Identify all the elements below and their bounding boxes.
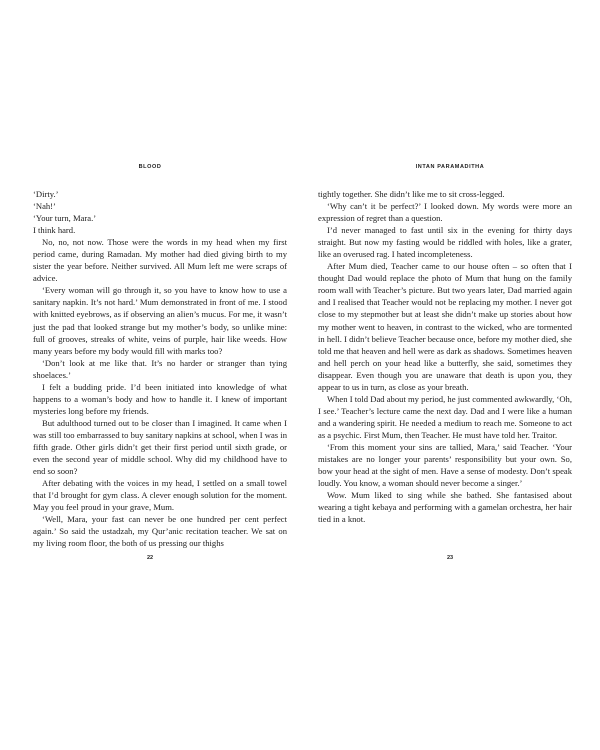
paragraph: ‘Nah!’: [33, 201, 56, 212]
paragraph: I’d never managed to fast until six in the evening for thirty days straight. But now my fasting would be riddled with holes, like a grater, like an overused rag. I hated incompleteness.: [318, 225, 572, 260]
paragraph: No, no, not now. Those were the words in my head when my first period came, during Ramadan. My mother had died giving birth to my sister the year before. Neither survived. All Mum left me were scraps of advice.: [33, 237, 287, 284]
paragraph: ‘Dirty.’: [33, 189, 59, 199]
running-head-left: BLOOD: [138, 164, 162, 170]
paragraph: ‘From this moment your sins are tallied, Mara,’ said Teacher. ‘Your mistakes are no longer your parents’ responsibility but your own. So, bow your head at the sight of men. Have a sense of modesty. Don’t speak loudly. You know, a woman should never become a singer.’: [318, 441, 572, 489]
page-number-left: 22: [146, 555, 154, 561]
paragraph: ‘Don’t look at me like that. It’s no harder or stranger than tying shoelaces.’: [33, 357, 287, 380]
paragraph: When I told Dad about my period, he just commented awkwardly, ‘Oh, I see.’ Teacher’s lecture came the next day. Dad and I were like a human and a wandering spirit. He needed a medium to reach me. Someone to act as a psychic. First Mum, then Teacher. He must have told her. Traitor.: [318, 393, 572, 440]
paragraph: After debating with the voices in my head, I settled on a small towel that I’d brought for gym class. A clever enough solution for the moment. May you feel proud in your grave, Mum.: [33, 478, 287, 513]
paragraph: tightly together. She didn’t like me to sit cross-legged.: [318, 189, 505, 199]
paragraph: I think hard.: [33, 225, 76, 236]
paragraph: After Mum died, Teacher came to our house often – so often that I thought Dad would replace the photo of Mum that hung on the family room wall with Teacher’s picture. But two years later, Dad married again and I realised that Teacher would not be replacing my mother. I never got close to my stepmother but at least she didn’t make up stories about how my mother went to heaven, in contrast to the wicked, who are tormented in hell. I didn’t believe Teacher because once, before my mother died, she told me that heaven and hell were as dark as shadows. Sometimes heaven and hell perch on your head like a butterfly, she said, sometimes they disappear. Even though you are unaware that death is upon you, they appear to us in turn, as close as your breath.: [318, 261, 572, 392]
paragraph: ‘Your turn, Mara.’: [33, 213, 97, 224]
paragraph: ‘Well, Mara, your fast can never be one hundred per cent perfect again.’ So said the ustadzah, my Qur’anic recitation teacher. We sat on my living room floor, the both of us pressing our thighs: [33, 514, 287, 549]
paragraph: ‘Every woman will go through it, so you have to know how to use a sanitary napkin. It’s not hard.’ Mum demonstrated in front of me. I stood with knitted eyebrows, as if observing an alien’s mucus. For me, it wasn’t just the pad that looked strange but my mother’s body, so unlike mine: full of grooves, streaks of white, veins of purple, hair like weeds. How many years before my body would fill with marks too?: [33, 285, 287, 356]
page-number-right: 23: [446, 555, 454, 561]
paragraph: ‘Why can’t it be perfect?’ I looked down. My words were more an expression of regret than a question.: [318, 201, 572, 224]
paragraph: Wow. Mum liked to sing while she bathed. She fantasised about wearing a tight kebaya and performing with a gamelan orchestra, her hair tied in a knot.: [318, 490, 572, 525]
paragraph: I felt a budding pride. I’d been initiated into knowledge of what happens to a woman’s body and how to handle it. I knew of important mysteries long before my friends.: [33, 381, 287, 416]
paragraph: But adulthood turned out to be closer than I imagined. It came when I was still too embarrassed to buy sanitary napkins at school, when I was in fifth grade. Other girls didn’t get their first period until sixth grade, or even the second year of middle school. Why did my childhood have to end so soon?: [33, 417, 287, 477]
right-page-text: [318, 188, 572, 525]
running-head-right: INTAN PARAMADITHA: [415, 164, 485, 170]
right-page: [300, 0, 600, 750]
left-page-text: [33, 188, 287, 549]
